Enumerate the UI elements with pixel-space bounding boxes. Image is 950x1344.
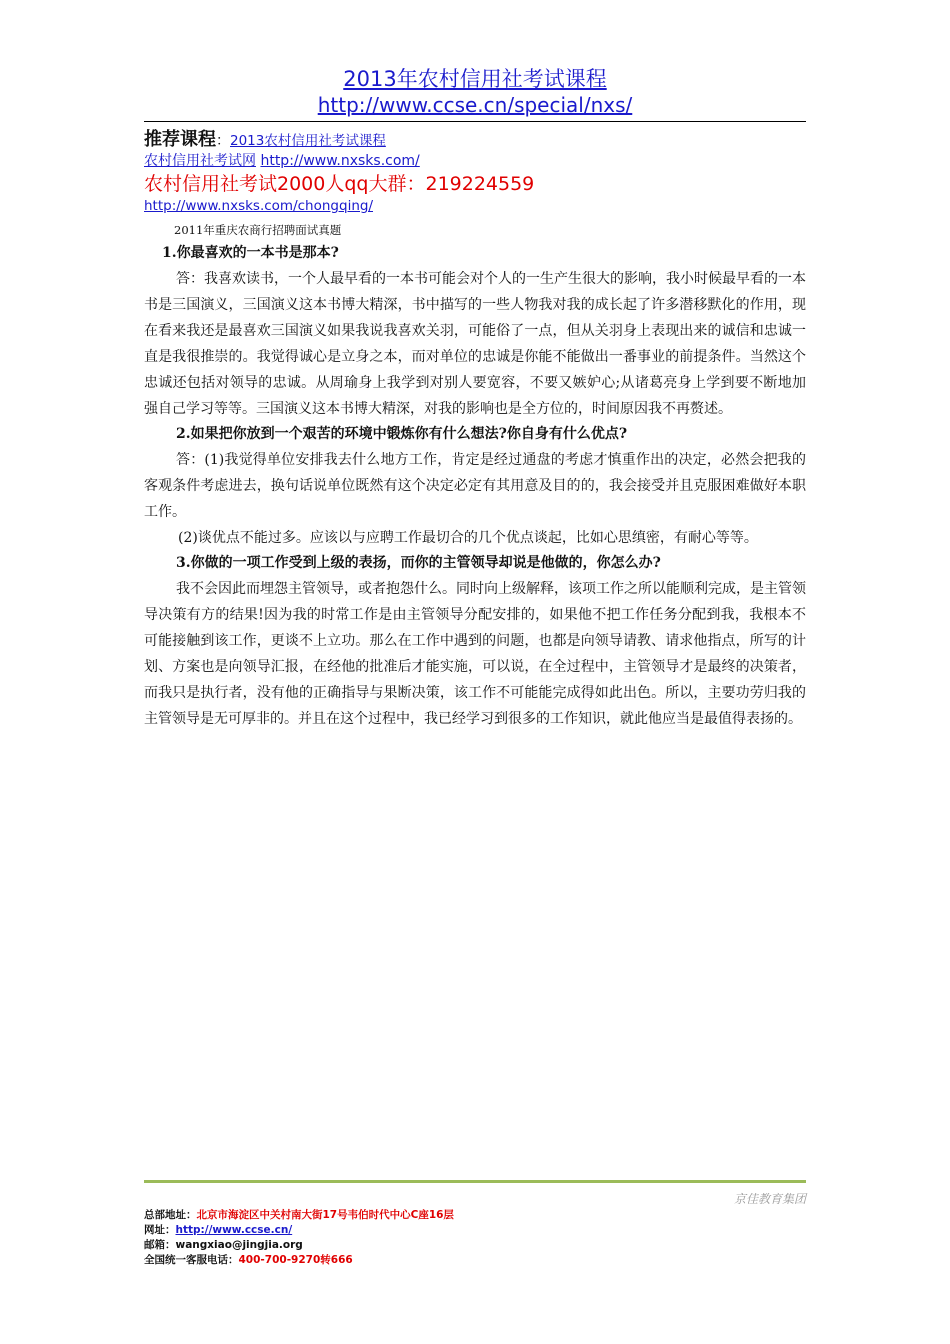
footer-mail-label: 邮箱： — [144, 1239, 176, 1251]
page-header — [144, 0, 806, 118]
footer-web-link[interactable]: http://www.ccse.cn/ — [175, 1224, 293, 1236]
answer-2b: (2)谈优点不能过多。应该以与应聘工作最切合的几个优点谈起，比如心思缜密，有耐心等等。 — [178, 530, 758, 546]
answer-3: 我不会因此而埋怨主管领导，或者抱怨什么。同时向上级解释，该项工作之所以能顺利完成，是主管领导决策有方的结果!因为我的时常工作是由主管领导分配安排的，如果他不把工作任务分配到我，我根本不可能接触到该工作，更谈不上立功。那么在工作中遇到的问题，也都是向领导请教、请求他指点，所写的计划、方案也是向领导汇报，在经他的批准后才能实施，可以说，在全过程中，主管领导才是最终的决策者，而我只是执行者，没有他的正确指导与果断决策，该工作不可能能完成得如此出色。所以，主要功劳归我的主管领导是无可厚非的。并且在这个过程中，我已经学习到很多的工作知识，就此他应当是最值得表扬的。 — [144, 581, 806, 727]
footer-divider — [144, 1180, 806, 1183]
question-3: 3.你做的一项工作受到上级的表扬，而你的主管领导却说是他做的，你怎么办? — [176, 555, 661, 571]
chongqing-link[interactable]: http://www.nxsks.com/chongqing/ — [144, 198, 373, 214]
footer-address-row — [144, 1208, 806, 1223]
answer-2a: 答：(1)我觉得单位安排我去什么地方工作，肯定是经过通盘的考虑才慎重作出的决定，必然会把我的客观条件考虑进去，换句话说单位既然有这个决定必定有其用意及目的的，我会接受并且克服困难做好本职工作。 — [144, 452, 806, 520]
footer-address-label: 总部地址： — [144, 1209, 197, 1221]
document-page — [144, 0, 806, 732]
footer-mail: wangxiao@jingjia.org — [175, 1239, 303, 1251]
header-url-link[interactable]: http://www.ccse.cn/special/nxs/ — [317, 93, 633, 117]
footer-mail-row — [144, 1238, 806, 1253]
doc-subtitle: 2011年重庆农商行招聘面试真题 — [174, 223, 342, 237]
recommend-line — [144, 130, 806, 151]
recommend-course-link[interactable]: 2013农村信用社考试课程 — [230, 133, 386, 149]
site-line — [144, 151, 806, 171]
footer-phone: 400-700-9270转666 — [238, 1254, 353, 1266]
footer-phone-label: 全国统一客服电话： — [144, 1254, 239, 1266]
footer-phone-row — [144, 1253, 806, 1268]
recommend-label: 推荐课程 — [144, 129, 216, 150]
site-url-link[interactable]: http://www.nxsks.com/ — [260, 153, 420, 169]
footer-web-row — [144, 1223, 806, 1238]
recommend-colon: ： — [216, 133, 230, 149]
header-title-link[interactable]: 2013年农村信用社考试课程 — [343, 67, 607, 91]
answer-1: 答：我喜欢读书，一个人最早看的一本书可能会对个人的一生产生很大的影响，我小时候最早看的一本书是三国演义，三国演义这本书博大精深，书中描写的一些人物我对我的成长起了许多潜移默化的作用，现在看来我还是最喜欢三国演义如果我说我喜欢关羽，可能俗了一点，但从关羽身上表现出来的诚信和忠诚一直是我很推崇的。我觉得诚心是立身之本，而对单位的忠诚是你能不能做出一番事业的前提条件。当然这个忠诚还包括对领导的忠诚。从周瑜身上我学到对别人要宽容，不要又嫉妒心;从诸葛亮身上学到要不断地加强自己学习等等。三国演义这本书博大精深，对我的影响也是全方位的，时间原因我不再赘述。 — [144, 271, 806, 417]
footer-contact — [144, 1208, 806, 1268]
qq-group-text: 农村信用社考试2000人qq大群：219224559 — [144, 173, 535, 195]
question-2: 2.如果把你放到一个艰苦的环境中锻炼你有什么想法?你自身有什么优点? — [176, 426, 628, 442]
footer-web-label: 网址： — [144, 1224, 176, 1236]
footer-brand: 京佳教育集团 — [733, 1192, 806, 1206]
site-name-link[interactable]: 农村信用社考试网 — [144, 153, 256, 169]
header-divider — [144, 121, 806, 122]
question-1: 1.你最喜欢的一本书是那本? — [162, 245, 339, 261]
footer-address: 北京市海淀区中关村南大街17号韦伯时代中心C座16层 — [196, 1209, 454, 1221]
